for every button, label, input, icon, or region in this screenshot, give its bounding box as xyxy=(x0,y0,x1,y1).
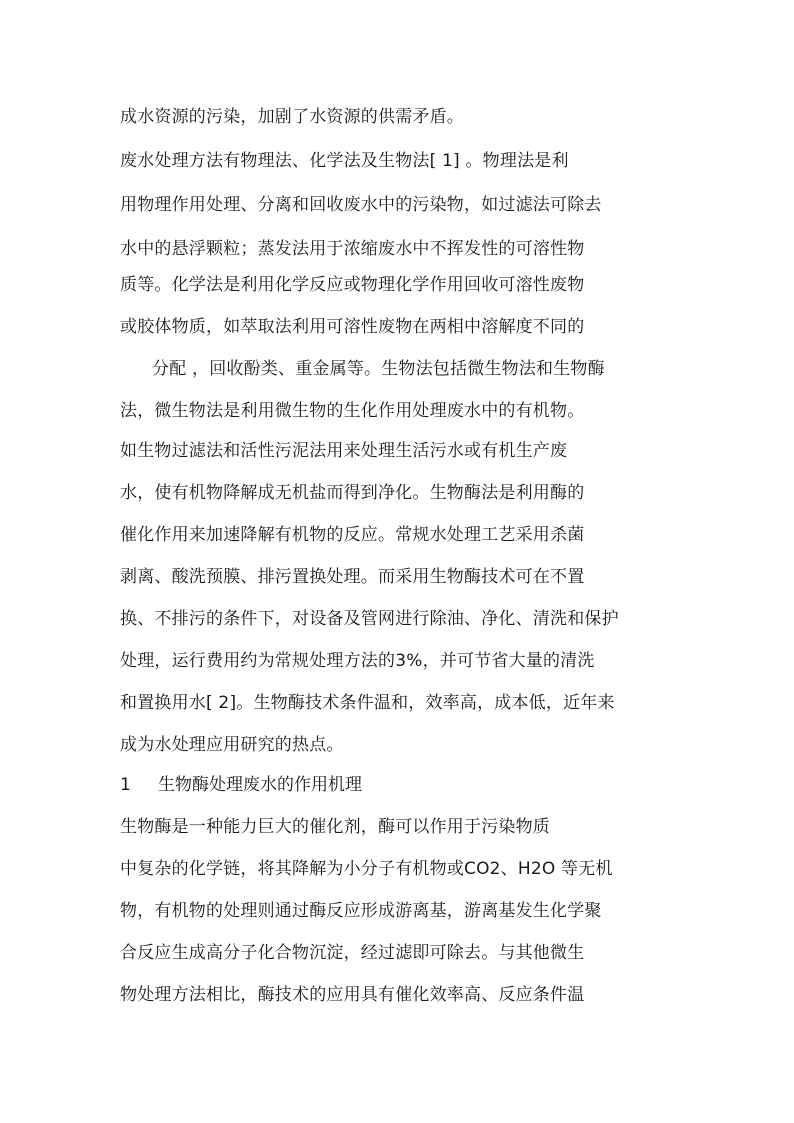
paragraph-line: 如生物过滤法和活性污泥法用来处理生活污水或有机生产废 xyxy=(120,441,568,461)
paragraph-line: 废水处理方法有物理法、化学法及生物法[ 1] 。物理法是利 xyxy=(120,151,569,171)
paragraph-line: 水，使有机物降解成无机盐而得到净化。生物酶法是利用酶的 xyxy=(120,483,585,503)
paragraph-line: 分配 ，回收酚类、重金属等。生物法包括微生物法和生物酶 xyxy=(152,359,605,379)
paragraph-line: 法，微生物法是利用微生物的生化作用处理废水中的有机物。 xyxy=(120,401,585,421)
paragraph-line: 催化作用来加速降解有机物的反应。常规水处理工艺采用杀菌 xyxy=(120,525,585,545)
paragraph-line: 成为水处理应用研究的热点。 xyxy=(120,735,344,755)
paragraph-line: 合反应生成高分子化合物沉淀，经过滤即可除去。与其他微生 xyxy=(120,943,585,963)
section-title: 生物酶处理废水的作用机理 xyxy=(158,775,362,795)
section-number: 1 xyxy=(120,775,131,795)
paragraph-line: 质等。化学法是利用化学反应或物理化学作用回收可溶性废物 xyxy=(120,275,585,295)
paragraph-line: 成水资源的污染，加剧了水资源的供需矛盾。 xyxy=(120,107,464,127)
paragraph-line: 生物酶是一种能力巨大的催化剂，酶可以作用于污染物质 xyxy=(120,817,550,837)
paragraph-line: 和置换用水[ 2]。生物酶技术条件温和，效率高，成本低，近年来 xyxy=(120,693,615,713)
paragraph-line: 水中的悬浮颗粒；蒸发法用于浓缩废水中不挥发性的可溶性物 xyxy=(120,239,585,259)
paragraph-line: 中复杂的化学链，将其降解为小分子有机物或CO2、H2O 等无机 xyxy=(120,859,613,879)
paragraph-line: 或胶体物质，如萃取法利用可溶性废物在两相中溶解度不同的 xyxy=(120,317,585,337)
paragraph-line: 用物理作用处理、分离和回收废水中的污染物，如过滤法可除去 xyxy=(120,195,602,215)
paragraph-line: 剥离、酸洗预膜、排污置换处理。而采用生物酶技术可在不置 xyxy=(120,567,585,587)
paragraph-line: 处理，运行费用约为常规处理方法的3%，并可节省大量的清洗 xyxy=(120,651,595,671)
paragraph-line: 物处理方法相比，酶技术的应用具有催化效率高、反应条件温 xyxy=(120,985,585,1005)
paragraph-line: 换、不排污的条件下，对设备及管网进行除油、净化、清洗和保护 xyxy=(120,609,619,629)
paragraph-line: 物，有机物的处理则通过酶反应形成游离基，游离基发生化学聚 xyxy=(120,901,602,921)
